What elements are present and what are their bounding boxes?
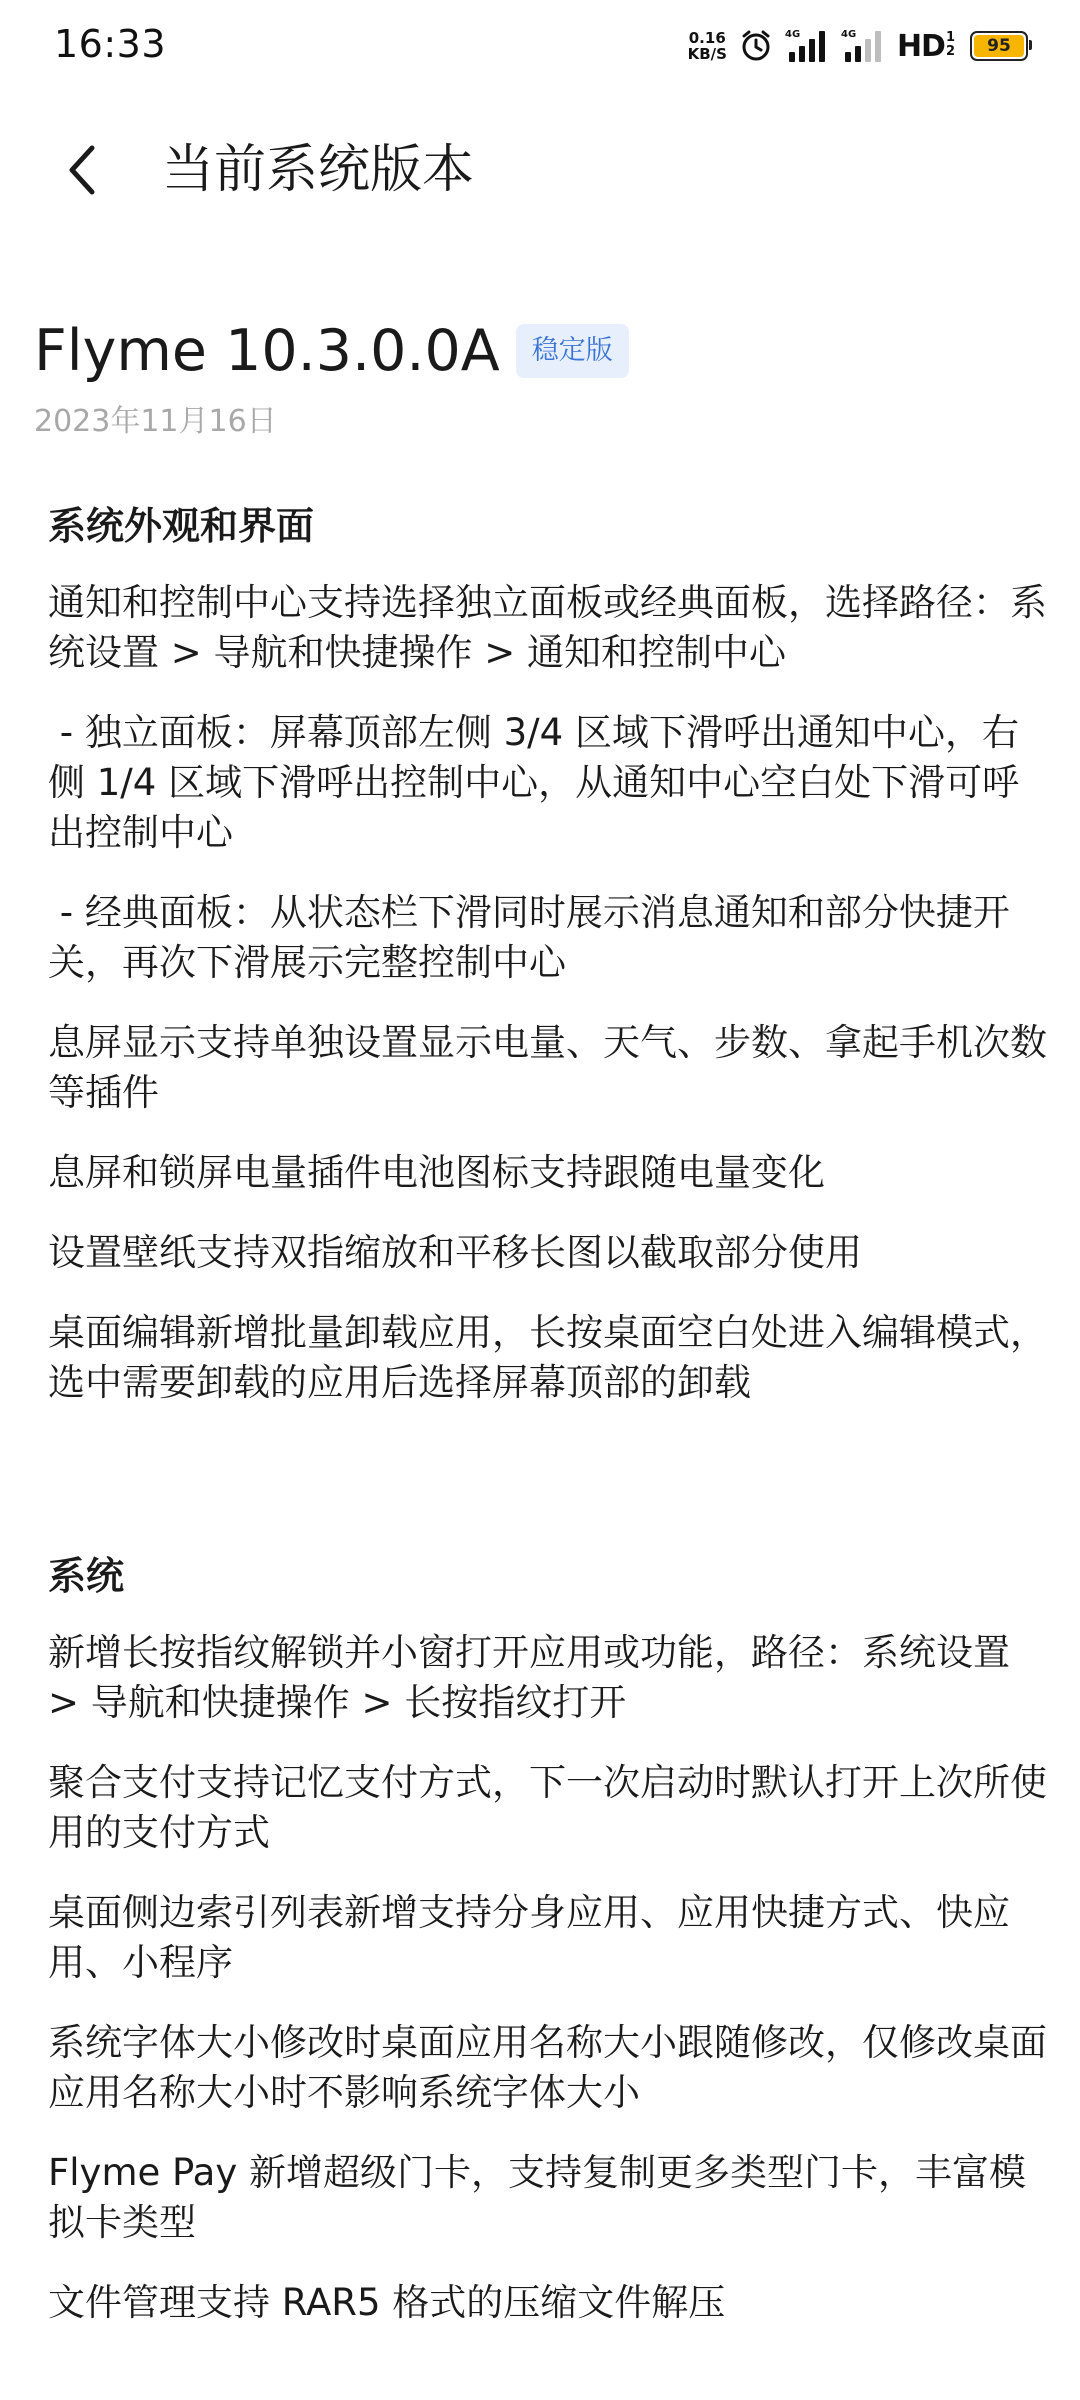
changelog-content: [48, 496, 1048, 2358]
battery-icon: [970, 31, 1028, 61]
back-button[interactable]: [52, 138, 112, 202]
signal-icon: [785, 28, 829, 64]
list-item: 聚合支付支持记忆支付方式，下一次启动时默认打开上次所使用的支付方式: [48, 1761, 1047, 1854]
hd-icon: [897, 29, 954, 64]
battery-level: 95: [987, 36, 1011, 56]
network-speed: [688, 30, 727, 62]
list-item: Flyme Pay 新增超级门卡，支持复制更多类型门卡，丰富模拟卡类型: [48, 2151, 1027, 2244]
signal-icon-secondary: [841, 28, 885, 64]
list-item: 息屏和锁屏电量插件电池图标支持跟随电量变化: [48, 1151, 825, 1194]
status-bar: [0, 0, 1080, 96]
status-time: 16:33: [54, 22, 167, 66]
hd-sub: 1: [945, 29, 954, 45]
network-speed-value: 0.16: [688, 29, 726, 47]
network-speed-unit: KB/S: [687, 45, 727, 63]
list-item: 系统字体大小修改时桌面应用名称大小跟随修改，仅修改桌面应用名称大小时不影响系统字体大小: [48, 2021, 1047, 2114]
hd-sub-2: 2: [945, 43, 954, 59]
page-title: 当前系统版本: [162, 140, 475, 200]
version-row: [34, 316, 629, 386]
section-appearance: [48, 496, 1048, 1408]
alarm-icon: [739, 29, 773, 63]
signal-network-label-secondary: 4G: [840, 29, 857, 40]
list-item: - 经典面板：从状态栏下滑同时展示消息通知和部分快捷开关，再次下滑展示完整控制中心: [48, 891, 1010, 984]
stable-badge: 稳定版: [516, 324, 629, 378]
list-item: 桌面编辑新增批量卸载应用，长按桌面空白处进入编辑模式，选中需要卸载的应用后选择屏幕顶部的卸载: [48, 1311, 1047, 1404]
list-item: - 独立面板：屏幕顶部左侧 3/4 区域下滑呼出通知中心，右侧 1/4 区域下滑呼出控制中心，从通知中心空白处下滑可呼出控制中心: [48, 711, 1020, 854]
hd-label: HD: [896, 28, 945, 64]
list-item: 息屏显示支持单独设置显示电量、天气、步数、拿起手机次数等插件: [48, 1021, 1047, 1114]
list-item: 文件管理支持 RAR5 格式的压缩文件解压: [48, 2281, 726, 2324]
list-item: 新增长按指纹解锁并小窗打开应用或功能，路径：系统设置 > 导航和快捷操作 > 长按指纹打开: [48, 1631, 1022, 1724]
version-name: Flyme 10.3.0.0A: [34, 318, 500, 384]
signal-network-label: 4G: [784, 29, 801, 40]
list-item: 通知和控制中心支持选择独立面板或经典面板，选择路径：系统设置 > 导航和快捷操作 > 通知和控制中心: [48, 581, 1047, 674]
list-item: 设置壁纸支持双指缩放和平移长图以截取部分使用: [48, 1231, 862, 1274]
section-system: [48, 1546, 1048, 2328]
page-header: [0, 96, 1080, 246]
chevron-left-icon: [62, 140, 102, 200]
list-item: 桌面侧边索引列表新增支持分身应用、应用快捷方式、快应用、小程序: [48, 1891, 1010, 1984]
section-title: 系统: [48, 1554, 125, 1598]
section-title: 系统外观和界面: [48, 504, 315, 548]
status-icons: [688, 26, 1028, 66]
release-date: 2023年11月16日: [34, 404, 277, 439]
